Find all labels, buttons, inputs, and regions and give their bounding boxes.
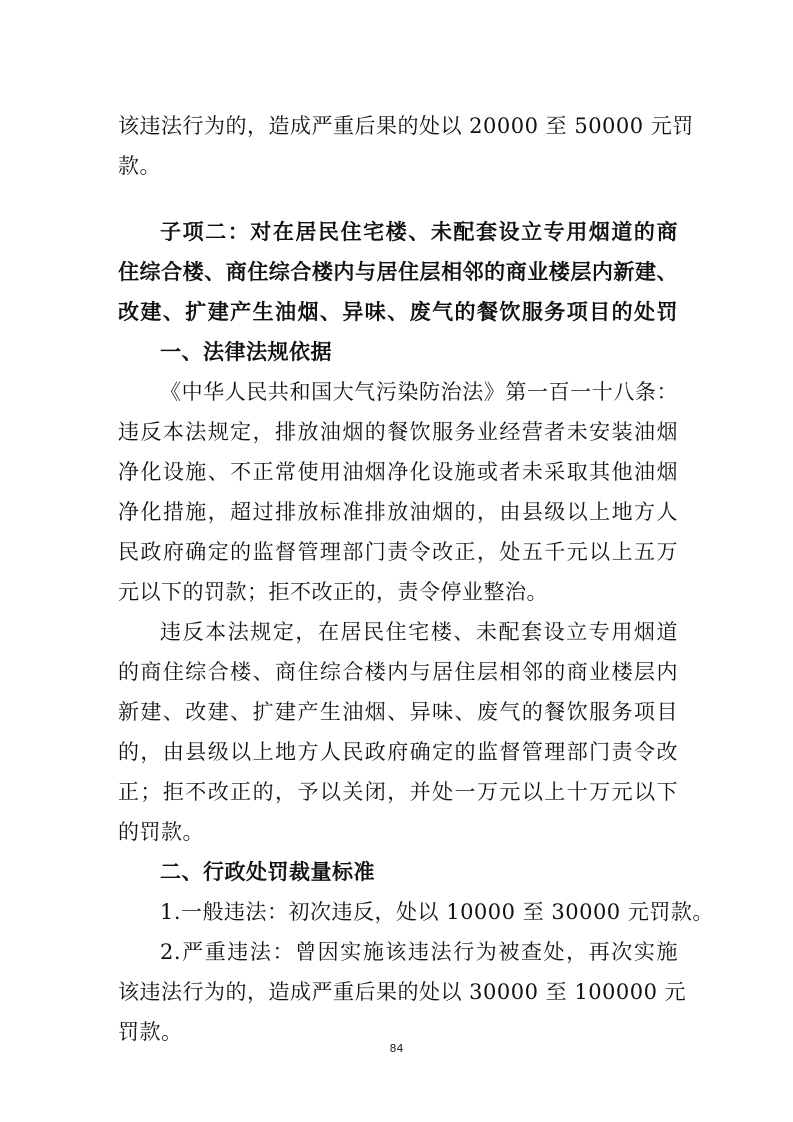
subitem-title-line: 子项二：对在居民住宅楼、未配套设立专用烟道的商 (160, 220, 678, 244)
paragraph-line: 民政府确定的监督管理部门责令改正，处五千元以上五万 (118, 540, 678, 564)
subitem-title-line: 住综合楼、商住综合楼内与居住层相邻的商业楼层内新建、 (118, 260, 678, 284)
paragraph-line: 的罚款。 (118, 820, 204, 844)
paragraph-line: 该违法行为的，造成严重后果的处以 20000 至 50000 元罚 (118, 114, 694, 138)
paragraph-line: 净化设施、不正常使用油烟净化设施或者未采取其他油烟 (118, 460, 678, 484)
paragraph-line: 正；拒不改正的，予以关闭，并处一万元以上十万元以下 (118, 780, 678, 804)
paragraph-line: 新建、改建、扩建产生油烟、异味、废气的餐饮服务项目 (118, 700, 678, 724)
paragraph-line: 的商住综合楼、商住综合楼内与居住层相邻的商业楼层内 (118, 660, 678, 684)
paragraph-line: 的，由县级以上地方人民政府确定的监督管理部门责令改 (118, 740, 678, 764)
paragraph-line: 款。 (118, 154, 161, 178)
paragraph-line: 净化措施，超过排放标准排放油烟的，由县级以上地方人 (118, 500, 678, 524)
section-heading: 一、法律法规依据 (160, 340, 332, 364)
section-heading: 二、行政处罚裁量标准 (160, 860, 375, 884)
paragraph-line: 罚款。 (118, 1020, 183, 1044)
paragraph-line: 违反本法规定，排放油烟的餐饮服务业经营者未安装油烟 (118, 420, 678, 444)
paragraph-line: 2.严重违法：曾因实施该违法行为被查处，再次实施 (160, 940, 678, 964)
paragraph-line: 《中华人民共和国大气污染防治法》第一百一十八条： (160, 380, 678, 404)
page-number: 84 (389, 1042, 404, 1055)
paragraph-line: 元以下的罚款；拒不改正的，责令停业整治。 (118, 580, 548, 604)
paragraph-line: 违反本法规定，在居民住宅楼、未配套设立专用烟道 (160, 620, 678, 644)
subitem-title-line: 改建、扩建产生油烟、异味、废气的餐饮服务项目的处罚 (118, 300, 678, 324)
paragraph-line: 该违法行为的，造成严重后果的处以 30000 至 100000 元 (118, 980, 687, 1004)
paragraph-line: 1.一般违法：初次违反，处以 10000 至 30000 元罚款。 (160, 900, 714, 924)
